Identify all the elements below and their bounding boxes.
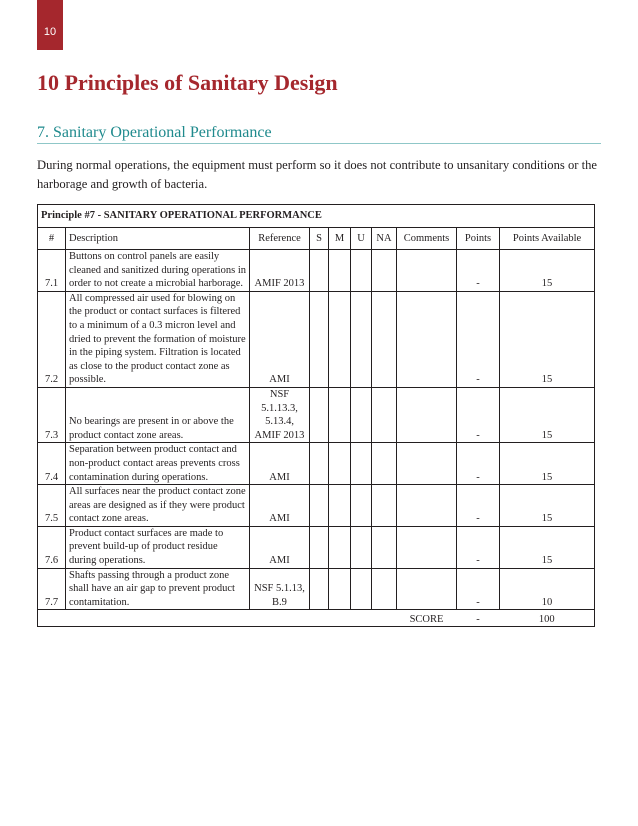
row-comments — [397, 485, 457, 527]
row-s-cell — [310, 387, 329, 442]
row-na-cell — [372, 568, 397, 610]
page-title: 10 Principles of Sanitary Design — [37, 70, 338, 95]
table-row — [38, 485, 595, 527]
section-divider — [37, 143, 601, 144]
row-m-cell — [329, 526, 351, 568]
row-s-cell — [310, 485, 329, 527]
row-reference: NSF 5.1.13, B.9 — [250, 568, 310, 610]
table-row — [38, 443, 595, 485]
table-row — [38, 526, 595, 568]
row-description: Product contact surfaces are made to prevent build-up of product residue during operations. — [66, 526, 250, 568]
header-s: S — [310, 228, 329, 250]
score-spacer-cell — [310, 610, 329, 627]
row-description: Shafts passing through a product zone shall have an air gap to prevent product contamitation. — [66, 568, 250, 610]
row-comments — [397, 568, 457, 610]
score-points: - — [457, 610, 500, 627]
row-u-cell — [351, 250, 372, 292]
score-label: SCORE — [397, 610, 457, 627]
row-points: - — [457, 568, 500, 610]
row-reference: AMI — [250, 443, 310, 485]
row-comments — [397, 387, 457, 442]
row-points-available: 10 — [500, 568, 595, 610]
score-spacer-cell — [250, 610, 310, 627]
row-points-available: 15 — [500, 485, 595, 527]
row-m-cell — [329, 291, 351, 387]
header-reference: Reference — [250, 228, 310, 250]
table-row — [38, 568, 595, 610]
row-reference: AMI — [250, 291, 310, 387]
score-spacer-cell — [38, 610, 66, 627]
score-available: 100 — [500, 610, 595, 627]
row-s-cell — [310, 291, 329, 387]
row-number: 7.2 — [38, 291, 66, 387]
header-m: M — [329, 228, 351, 250]
table-row — [38, 387, 595, 442]
row-u-cell — [351, 568, 372, 610]
row-number: 7.3 — [38, 387, 66, 442]
row-u-cell — [351, 526, 372, 568]
row-m-cell — [329, 443, 351, 485]
row-reference: AMIF 2013 — [250, 250, 310, 292]
row-number: 7.6 — [38, 526, 66, 568]
row-description: Separation between product contact and non-product contact areas prevents cross contamination during operations. — [66, 443, 250, 485]
row-u-cell — [351, 485, 372, 527]
score-spacer-cell — [372, 610, 397, 627]
row-description: Buttons on control panels are easily cleaned and sanitized during operations in order to not create a microbial harborage. — [66, 250, 250, 292]
row-points: - — [457, 526, 500, 568]
header-u: U — [351, 228, 372, 250]
row-m-cell — [329, 250, 351, 292]
row-u-cell — [351, 291, 372, 387]
row-number: 7.4 — [38, 443, 66, 485]
table-row — [38, 291, 595, 387]
row-s-cell — [310, 526, 329, 568]
row-u-cell — [351, 387, 372, 442]
row-na-cell — [372, 387, 397, 442]
row-na-cell — [372, 250, 397, 292]
table-row — [38, 250, 595, 292]
row-points-available: 15 — [500, 443, 595, 485]
row-points: - — [457, 250, 500, 292]
row-m-cell — [329, 568, 351, 610]
row-m-cell — [329, 485, 351, 527]
principle-table — [37, 204, 595, 627]
score-row — [38, 610, 595, 627]
score-spacer-cell — [351, 610, 372, 627]
header-points: Points — [457, 228, 500, 250]
row-number: 7.5 — [38, 485, 66, 527]
page-number: 10 — [43, 26, 57, 38]
table-caption: Principle #7 - SANITARY OPERATIONAL PERFORMANCE — [38, 205, 595, 228]
header-na: NA — [372, 228, 397, 250]
row-points: - — [457, 485, 500, 527]
table-header-row — [38, 228, 595, 250]
row-s-cell — [310, 443, 329, 485]
row-s-cell — [310, 568, 329, 610]
header-points-available: Points Available — [500, 228, 595, 250]
intro-paragraph: During normal operations, the equipment must perform so it does not contribute to unsanitary conditions or the harborage and growth of bacteria. — [37, 158, 597, 191]
row-points-available: 15 — [500, 387, 595, 442]
score-spacer-cell — [66, 610, 250, 627]
row-points: - — [457, 387, 500, 442]
row-points: - — [457, 443, 500, 485]
row-na-cell — [372, 291, 397, 387]
header-comments: Comments — [397, 228, 457, 250]
row-na-cell — [372, 485, 397, 527]
row-number: 7.7 — [38, 568, 66, 610]
header-description: Description — [66, 228, 250, 250]
row-m-cell — [329, 387, 351, 442]
row-description: All surfaces near the product contact zone areas are designed as if they were product contact zone areas. — [66, 485, 250, 527]
row-description: No bearings are present in or above the product contact zone areas. — [66, 387, 250, 442]
row-reference: AMI — [250, 526, 310, 568]
row-reference: NSF 5.1.13.3, 5.13.4, AMIF 2013 — [250, 387, 310, 442]
row-s-cell — [310, 250, 329, 292]
row-points-available: 15 — [500, 526, 595, 568]
row-comments — [397, 291, 457, 387]
row-na-cell — [372, 526, 397, 568]
row-comments — [397, 250, 457, 292]
row-number: 7.1 — [38, 250, 66, 292]
row-description: All compressed air used for blowing on the product or contact surfaces is filtered to a minimum of a 0.3 micron level and dried to prevent the formation of moisture in the piping system. Filtration is located as close to the product contact zone as possible. — [66, 291, 250, 387]
row-points: - — [457, 291, 500, 387]
row-points-available: 15 — [500, 291, 595, 387]
header-number: # — [38, 228, 66, 250]
page-number-tab — [37, 0, 63, 50]
row-points-available: 15 — [500, 250, 595, 292]
section-title: 7. Sanitary Operational Performance — [37, 124, 272, 141]
score-spacer-cell — [329, 610, 351, 627]
row-reference: AMI — [250, 485, 310, 527]
row-na-cell — [372, 443, 397, 485]
row-comments — [397, 526, 457, 568]
row-u-cell — [351, 443, 372, 485]
row-comments — [397, 443, 457, 485]
